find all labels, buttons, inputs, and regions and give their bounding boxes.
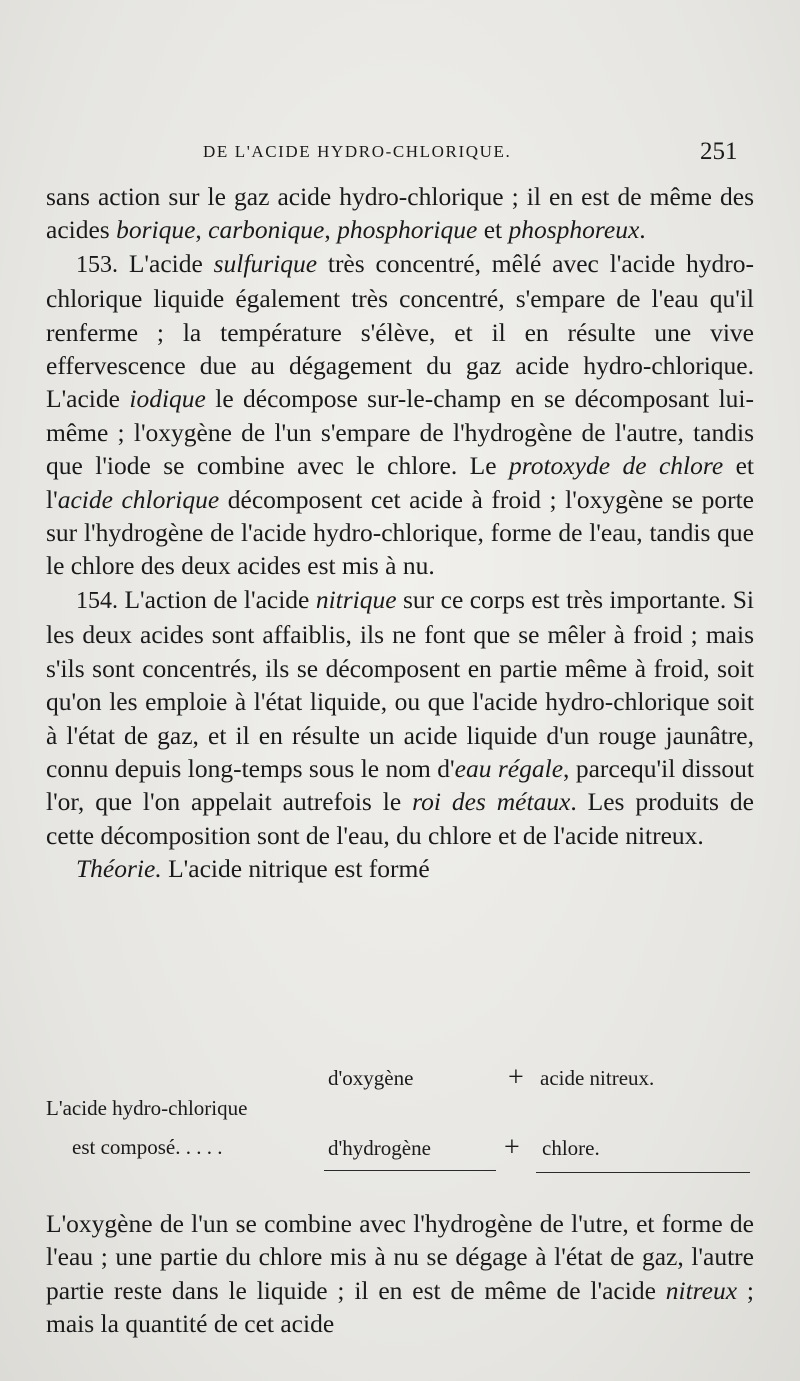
- paragraph-after: [46, 1207, 754, 1341]
- formula-hcl-label: L'acide hydro-chlorique: [46, 1096, 248, 1120]
- text-run: L'acide nitrique est formé: [161, 854, 430, 884]
- text-run: sur ce corps est très importante. Si les deux acides sont affaiblis, ils ne font que se mêler à froid ; mais s'ils sont concentrés, ils se décomposent en partie même à froid, soit qu'on les emploie à l'état liquide, ou que l'acide hydro-chlorique soit à l'état de gaz, et il en résulte un acide liquide d'un rouge jaunâtre, connu depuis long-temps sous le nom d': [46, 584, 754, 783]
- paragraph-154: [46, 583, 754, 852]
- formula-oxygene: d'oxygène: [328, 1066, 414, 1090]
- page-header: [0, 138, 800, 172]
- text-run: L'oxygène de l'un se combine avec l'hydrogène de l'utre, et forme de l'eau ; une partie du chlore mis à nu se dégage à l'état de gaz, l'autre partie reste dans le liquide ; il en est de même de l'acide: [46, 1209, 754, 1305]
- text-run: , parcequ'il dissout l'or, que l'on appelait autrefois le: [46, 753, 755, 817]
- text-run: . Les produits de cette décomposition sont de l'eau, du chlore et de l'acide nitreux.: [46, 787, 754, 850]
- formula-rule-right: [536, 1172, 750, 1173]
- formula-plus-2: +: [504, 1132, 520, 1163]
- italic-term: nitrique: [315, 584, 397, 614]
- formula-hydrogene: d'hydrogène: [328, 1136, 431, 1160]
- paragraph-number: 153.: [76, 251, 118, 278]
- text-run: le décompose sur-le-champ en se décomposant lui-même ; l'oxygène de l'un s'empare de l'hydrogène de l'autre, tandis que l'iode se combine avec le chlore. Le: [46, 384, 754, 481]
- text-run: L'acide: [118, 248, 214, 278]
- body-text: [46, 180, 754, 886]
- text-run: très concentré, mêlé avec l'acide hydro-chlorique liquide également très concentré, s'empare de l'eau qu'il renferme ; la température s'élève, et il en résulte une vive effervescence due au dégagement du gaz acide hydro-chlorique. L'acide: [46, 248, 754, 414]
- body-text-continued: [46, 1207, 754, 1341]
- composition-diagram: [46, 1060, 754, 1180]
- italic-term: sulfurique: [213, 248, 318, 278]
- formula-plus-1: +: [508, 1062, 524, 1093]
- italic-term: eau régale: [454, 753, 564, 783]
- theorie-line: [46, 852, 754, 885]
- paragraph-number: 154.: [76, 587, 118, 614]
- text-run: L'action de l'acide: [118, 584, 316, 614]
- formula-est-compose: est composé. . . . .: [72, 1135, 223, 1159]
- text-run: décomposent cet acide à froid ; l'oxygène se porte sur l'hydrogène de l'acide hydro-chlorique, forme de l'eau, tandis que le chlore des deux acides est mis à nu.: [46, 484, 754, 581]
- text-run: ; mais la quantité de cet acide: [46, 1275, 754, 1339]
- text-run: sans action sur le gaz acide hydro-chlorique ; il en est de même des acides: [46, 182, 754, 245]
- italic-term: borique: [116, 215, 196, 245]
- theorie-label: Théorie.: [76, 854, 162, 884]
- italic-term: phosphoreux: [508, 215, 640, 245]
- paragraph-153: [46, 247, 754, 583]
- text-run: et l': [46, 451, 754, 514]
- italic-term: carbonique: [208, 215, 325, 245]
- italic-term: phosphorique: [337, 215, 478, 245]
- italic-term: roi des métaux: [412, 787, 571, 817]
- text-run: ,: [195, 215, 209, 245]
- text-run: et: [477, 215, 509, 245]
- page-number: 251: [700, 138, 738, 165]
- text-run: .: [639, 215, 646, 245]
- running-title: DE L'ACIDE HYDRO-CHLORIQUE.: [203, 142, 512, 161]
- italic-term: acide chlorique: [57, 484, 220, 514]
- italic-term: protoxyde de chlore: [509, 451, 724, 481]
- italic-term: nitreux: [665, 1275, 738, 1305]
- text-run: ,: [324, 215, 338, 245]
- formula-chlore: chlore.: [542, 1136, 600, 1160]
- formula-rule-left: [324, 1170, 496, 1171]
- paragraph-continuation: [46, 180, 754, 247]
- formula-acide-nitreux: acide nitreux.: [540, 1066, 655, 1090]
- italic-term: iodique: [129, 384, 206, 414]
